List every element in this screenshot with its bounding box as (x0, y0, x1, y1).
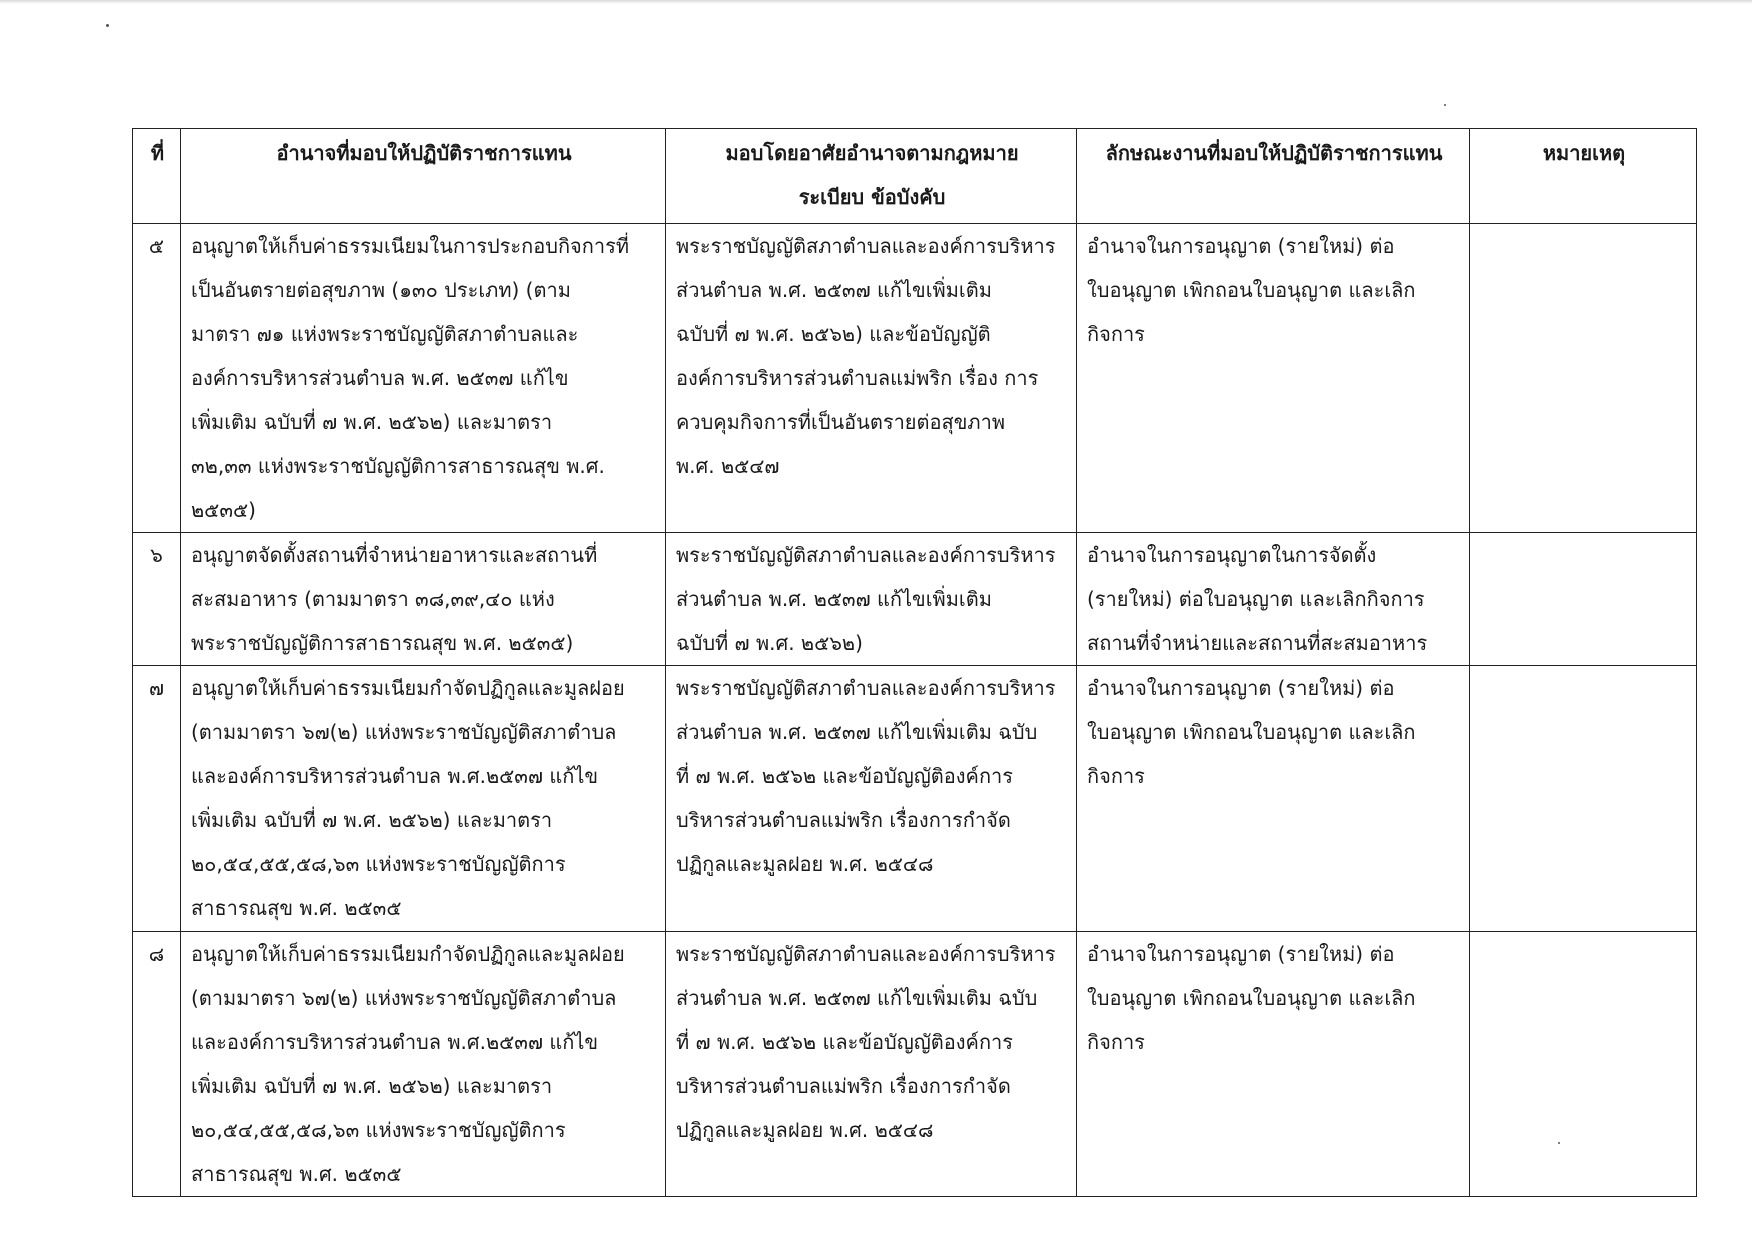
header-authority: อำนาจที่มอบให้ปฏิบัติราชการแทน (181, 129, 666, 224)
table-row (133, 533, 1697, 666)
header-legal-basis-line-1: มอบโดยอาศัยอำนาจตามกฎหมาย (725, 141, 1019, 165)
row-number: ๖ (133, 533, 181, 666)
row-legal-basis: พระราชบัญญัติสภาตำบลและองค์การบริหาร ส่วนตำบล พ.ศ. ๒๕๓๗ แก้ไขเพิ่มเติม ฉบับที่ ๗ พ.ศ. ๒๕๖๒) (666, 533, 1077, 666)
row-authority: อนุญาตให้เก็บค่าธรรมเนียมในการประกอบกิจการที่ เป็นอันตรายต่อสุขภาพ (๑๓๐ ประเภท) (ตาม มาตรา ๗๑ แห่งพระราชบัญญัติสภาตำบลและ องค์การบริหารส่วนตำบล พ.ศ. ๒๕๓๗ แก้ไข เพิ่มเติม ฉบับที่ ๗ พ.ศ. ๒๕๖๒) และมาตรา ๓๒,๓๓ แห่งพระราชบัญญัติการสาธารณสุข พ.ศ. ๒๕๓๕) (181, 224, 666, 533)
row-task-type: อำนาจในการอนุญาต (รายใหม่) ต่อ ใบอนุญาต เพิกถอนใบอนุญาต และเลิก กิจการ (1077, 224, 1470, 533)
scan-speck (106, 24, 109, 27)
row-number: ๘ (133, 932, 181, 1197)
table-header-row (133, 129, 1697, 224)
header-legal-basis (666, 129, 1077, 224)
row-task-type: อำนาจในการอนุญาต (รายใหม่) ต่อ ใบอนุญาต เพิกถอนใบอนุญาต และเลิก กิจการ (1077, 932, 1470, 1197)
row-authority: อนุญาตจัดตั้งสถานที่จำหน่ายอาหารและสถานที่ สะสมอาหาร (ตามมาตรา ๓๘,๓๙,๔๐ แห่ง พระราชบัญญัติการสาธารณสุข พ.ศ. ๒๕๓๕) (181, 533, 666, 666)
table-row (133, 666, 1697, 932)
row-remark (1470, 533, 1697, 666)
scan-speck (1444, 104, 1446, 106)
header-legal-basis-line-2: ระเบียบ ข้อบังคับ (798, 185, 946, 209)
row-task-type: อำนาจในการอนุญาตในการจัดตั้ง (รายใหม่) ต่อใบอนุญาต และเลิกกิจการ สถานที่จำหน่ายและสถานที่สะสมอาหาร (1077, 533, 1470, 666)
row-authority: อนุญาตให้เก็บค่าธรรมเนียมกำจัดปฏิกูลและมูลฝอย (ตามมาตรา ๖๗(๒) แห่งพระราชบัญญัติสภาตำบล และองค์การบริหารส่วนตำบล พ.ศ.๒๕๓๗ แก้ไข เพิ่มเติม ฉบับที่ ๗ พ.ศ. ๒๕๖๒) และมาตรา ๒๐,๕๔,๕๕,๕๘,๖๓ แห่งพระราชบัญญัติการ สาธารณสุข พ.ศ. ๒๕๓๕ (181, 666, 666, 932)
delegation-table (132, 128, 1697, 1197)
row-remark (1470, 224, 1697, 533)
row-task-type: อำนาจในการอนุญาต (รายใหม่) ต่อ ใบอนุญาต เพิกถอนใบอนุญาต และเลิก กิจการ (1077, 666, 1470, 932)
header-remarks: หมายเหตุ (1470, 129, 1697, 224)
row-remark (1470, 666, 1697, 932)
row-authority: อนุญาตให้เก็บค่าธรรมเนียมกำจัดปฏิกูลและมูลฝอย (ตามมาตรา ๖๗(๒) แห่งพระราชบัญญัติสภาตำบล และองค์การบริหารส่วนตำบล พ.ศ.๒๕๓๗ แก้ไข เพิ่มเติม ฉบับที่ ๗ พ.ศ. ๒๕๖๒) และมาตรา ๒๐,๕๔,๕๕,๕๘,๖๓ แห่งพระราชบัญญัติการ สาธารณสุข พ.ศ. ๒๕๓๕ (181, 932, 666, 1197)
table-row (133, 932, 1697, 1197)
row-legal-basis: พระราชบัญญัติสภาตำบลและองค์การบริหาร ส่วนตำบล พ.ศ. ๒๕๓๗ แก้ไขเพิ่มเติม ฉบับ ที่ ๗ พ.ศ. ๒๕๖๒ และข้อบัญญัติองค์การ บริหารส่วนตำบลแม่พริก เรื่องการกำจัด ปฏิกูลและมูลฝอย พ.ศ. ๒๕๔๘ (666, 932, 1077, 1197)
row-number: ๕ (133, 224, 181, 533)
row-legal-basis: พระราชบัญญัติสภาตำบลและองค์การบริหาร ส่วนตำบล พ.ศ. ๒๕๓๗ แก้ไขเพิ่มเติม ฉบับที่ ๗ พ.ศ. ๒๕๖๒) และข้อบัญญัติ องค์การบริหารส่วนตำบลแม่พริก เรื่อง การ ควบคุมกิจการที่เป็นอันตรายต่อสุขภาพ พ.ศ. ๒๕๔๗ (666, 224, 1077, 533)
scan-top-edge (0, 0, 1752, 4)
header-number: ที่ (133, 129, 181, 224)
row-remark (1470, 932, 1697, 1197)
row-legal-basis: พระราชบัญญัติสภาตำบลและองค์การบริหาร ส่วนตำบล พ.ศ. ๒๕๓๗ แก้ไขเพิ่มเติม ฉบับ ที่ ๗ พ.ศ. ๒๕๖๒ และข้อบัญญัติองค์การ บริหารส่วนตำบลแม่พริก เรื่องการกำจัด ปฏิกูลและมูลฝอย พ.ศ. ๒๕๔๘ (666, 666, 1077, 932)
table-row (133, 224, 1697, 533)
header-task-type: ลักษณะงานที่มอบให้ปฏิบัติราชการแทน (1077, 129, 1470, 224)
row-number: ๗ (133, 666, 181, 932)
